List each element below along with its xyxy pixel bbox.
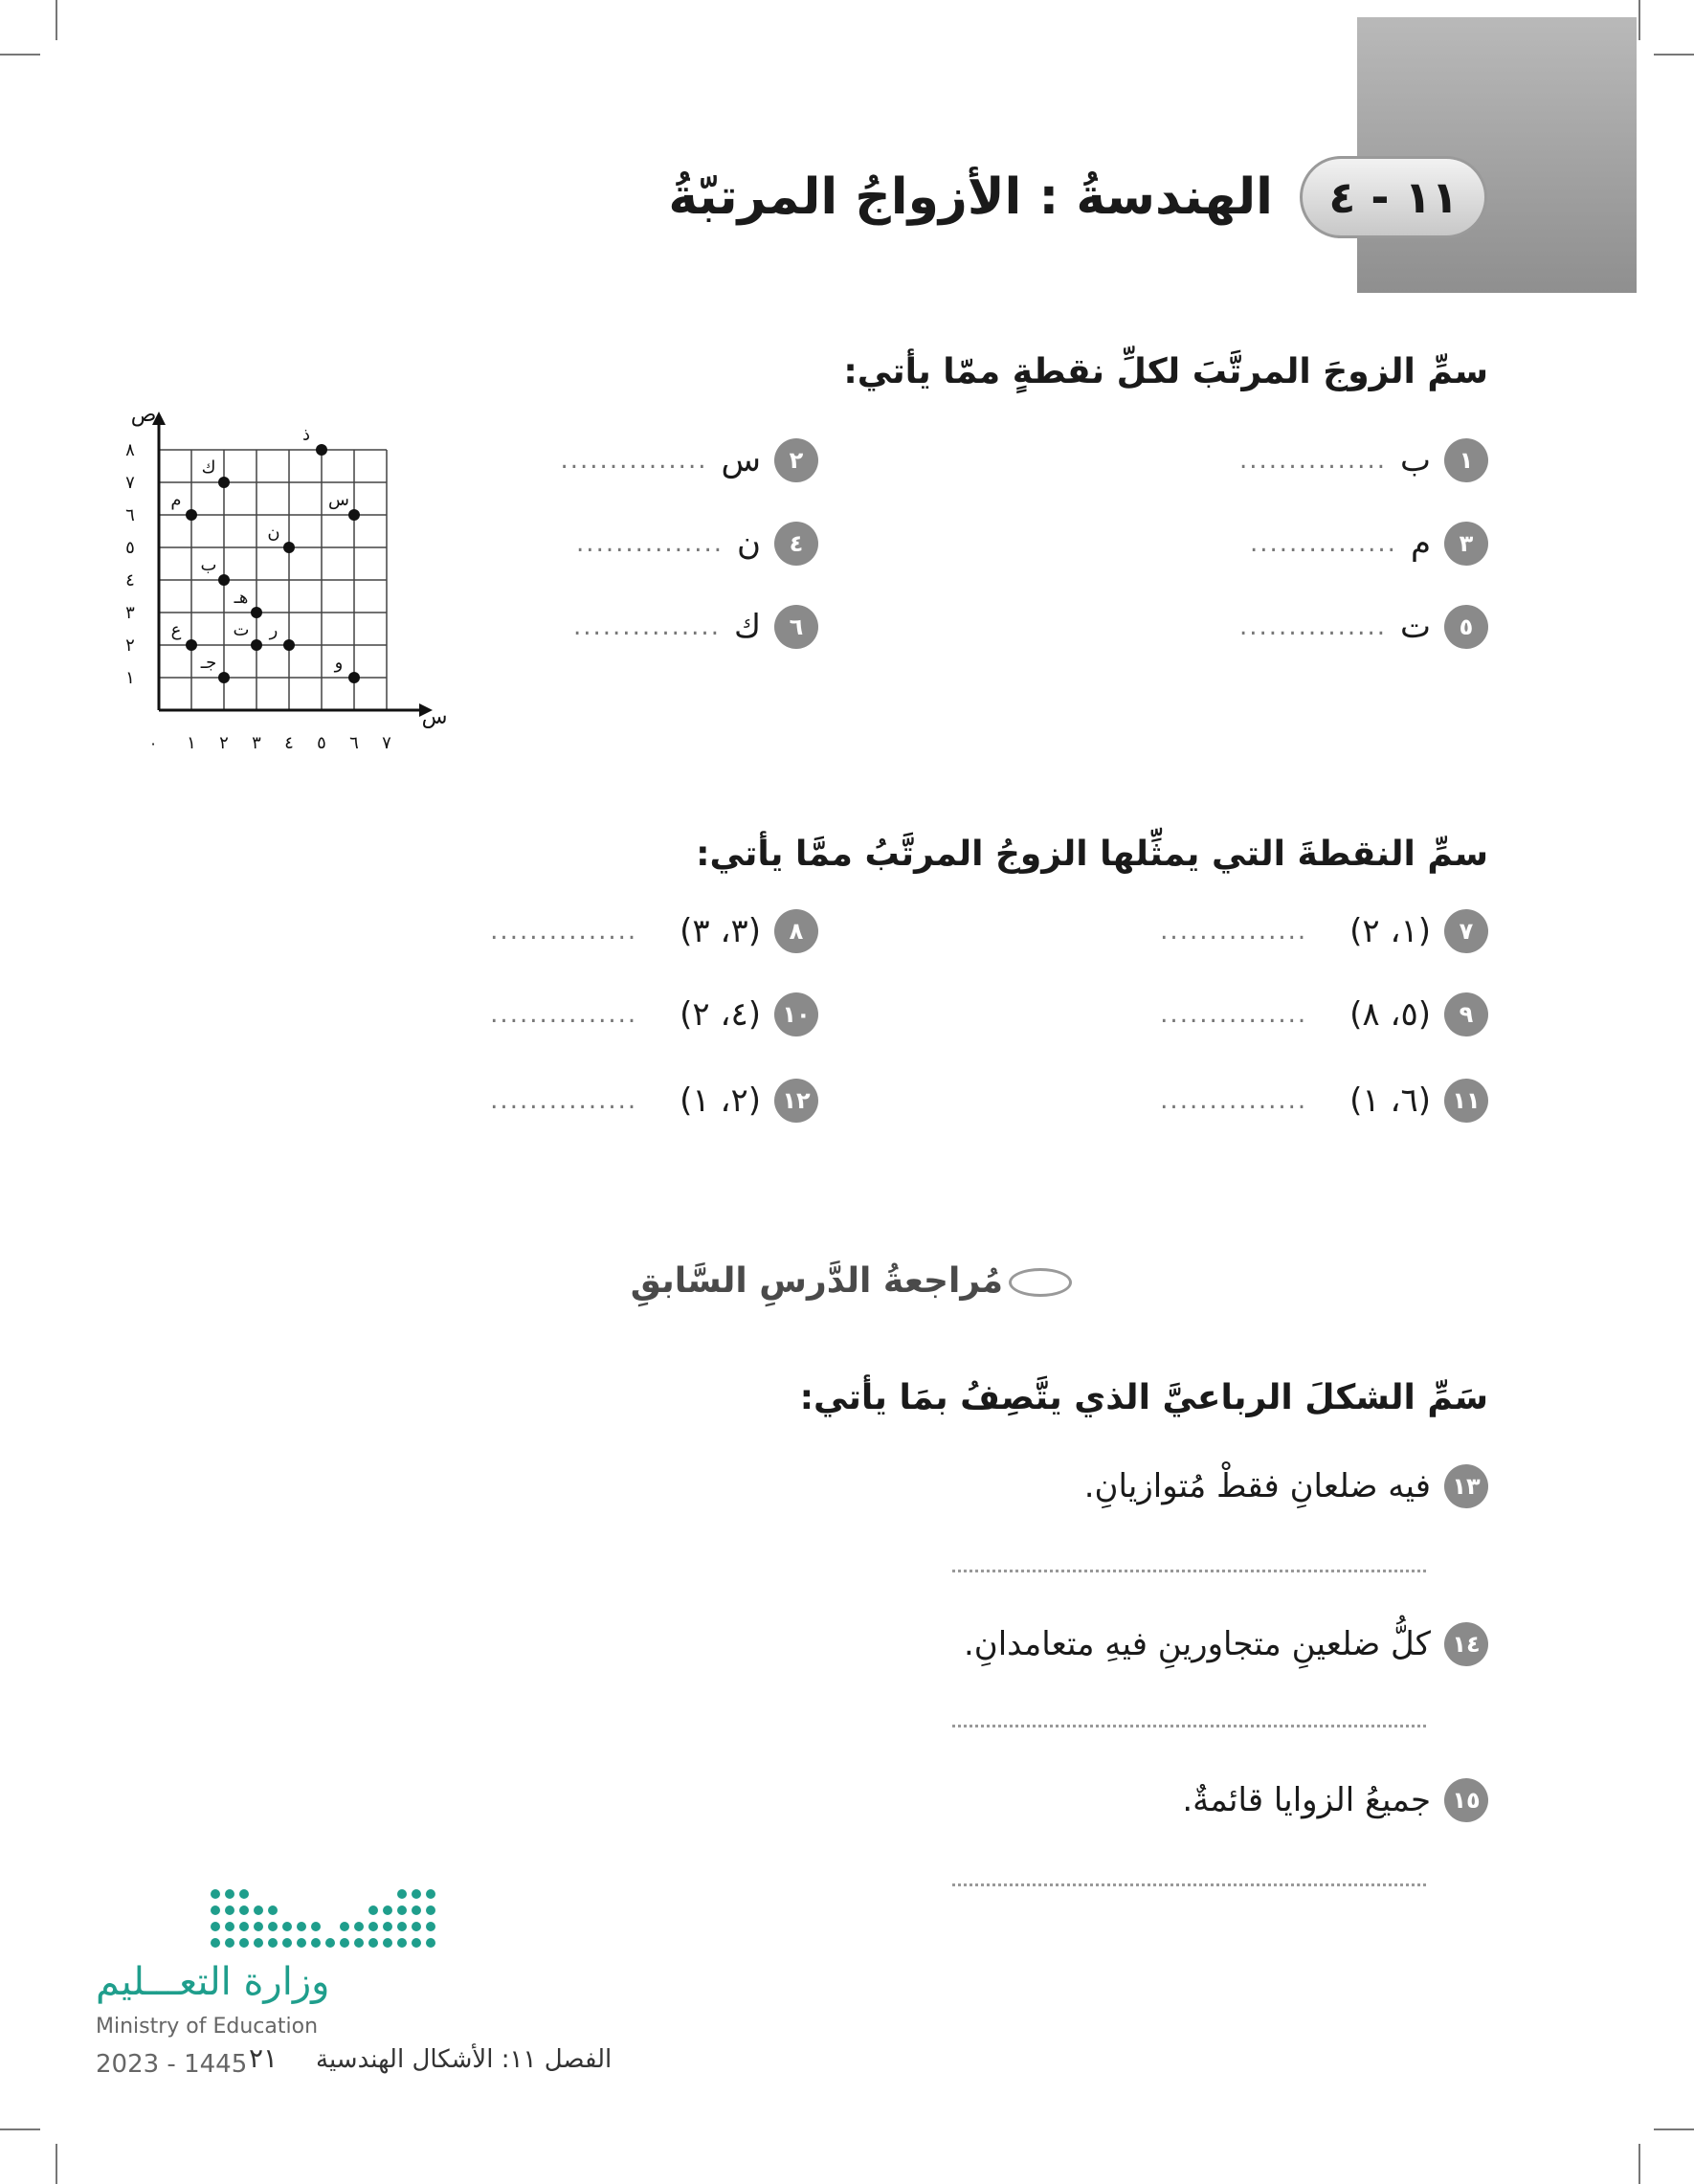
exercise-number: ٣ bbox=[1444, 522, 1488, 566]
exercise-number: ١ bbox=[1444, 438, 1488, 482]
logo-dot bbox=[282, 1938, 292, 1948]
logo-dot bbox=[325, 1938, 335, 1948]
answer-line[interactable] bbox=[952, 1883, 1426, 1886]
crop-mark bbox=[0, 54, 40, 56]
exercise-14 bbox=[964, 1622, 1488, 1666]
exercise-10 bbox=[490, 992, 818, 1036]
ordered-pair: (١، ٢) bbox=[1349, 912, 1431, 950]
point-2-4 bbox=[218, 574, 230, 586]
logo-dot bbox=[340, 1922, 349, 1931]
logo-dot bbox=[268, 1938, 278, 1948]
point-label: جـ bbox=[200, 653, 217, 673]
y-tick-label: ٨ bbox=[125, 440, 135, 460]
exercise-5 bbox=[1239, 605, 1488, 649]
point-label: ب bbox=[200, 555, 217, 575]
point-label: ت bbox=[233, 620, 250, 640]
logo-dot bbox=[368, 1922, 378, 1931]
point-5-8 bbox=[316, 444, 327, 456]
logo-dot bbox=[282, 1922, 292, 1931]
ministry-name-arabic: وزارة التعـــليم bbox=[96, 1960, 330, 2004]
point-4-2 bbox=[283, 639, 295, 651]
y-tick-label: ٧ bbox=[125, 473, 135, 493]
review-heading bbox=[631, 1261, 1072, 1301]
crop-mark bbox=[56, 0, 57, 40]
logo-dot bbox=[426, 1905, 435, 1915]
y-tick-label: ٦ bbox=[125, 505, 135, 525]
answer-blank[interactable]: ............... bbox=[1239, 446, 1387, 475]
exercise-text: فيه ضلعانِ فقطْ مُتوازيانِ. bbox=[1083, 1467, 1431, 1505]
logo-dot bbox=[239, 1905, 249, 1915]
x-tick-label: ١ bbox=[187, 733, 196, 753]
ministry-logo-dots-icon bbox=[206, 1866, 455, 1952]
section1-instruction: سمِّ الزوجَ المرتَّبَ لكلِّ نقطةٍ ممّا يأتي: bbox=[843, 352, 1488, 391]
ordered-pair: (٥، ٨) bbox=[1349, 995, 1431, 1034]
answer-blank[interactable]: ............... bbox=[1249, 529, 1397, 558]
y-tick-label: ٥ bbox=[125, 538, 135, 558]
x-tick-label: ٤ bbox=[284, 733, 294, 753]
point-2-7 bbox=[218, 477, 230, 488]
point-label: هـ bbox=[234, 588, 249, 608]
logo-dot bbox=[383, 1938, 392, 1948]
logo-dot bbox=[211, 1938, 220, 1948]
logo-dot bbox=[254, 1922, 263, 1931]
point-6-1 bbox=[348, 672, 360, 683]
point-2-1 bbox=[218, 672, 230, 683]
logo-dot bbox=[383, 1922, 392, 1931]
logo-dot bbox=[397, 1922, 407, 1931]
point-label: س bbox=[721, 441, 761, 479]
y-tick-label: ٤ bbox=[125, 570, 135, 591]
logo-dot bbox=[397, 1889, 407, 1899]
exercise-number: ١١ bbox=[1444, 1079, 1488, 1123]
exercise-text: كلُّ ضلعينِ متجاورينِ فيهِ متعامدانِ. bbox=[963, 1625, 1431, 1663]
exercise-number: ١٤ bbox=[1444, 1622, 1488, 1666]
exercise-2 bbox=[561, 438, 819, 482]
lesson-title: الهندسةُ : الأزواجُ المرتبّةُ bbox=[668, 168, 1273, 226]
logo-dot bbox=[225, 1889, 234, 1899]
exercise-number: ٤ bbox=[774, 522, 818, 566]
exercise-9 bbox=[1160, 992, 1488, 1036]
ordered-pair: (٢، ١) bbox=[680, 1081, 761, 1120]
point-6-6 bbox=[348, 509, 360, 521]
logo-dot bbox=[211, 1905, 220, 1915]
exercise-13 bbox=[1084, 1464, 1488, 1508]
lesson-number-badge: ١١ - ٤ bbox=[1300, 156, 1487, 238]
answer-blank[interactable]: ............... bbox=[490, 917, 638, 946]
exercise-3 bbox=[1250, 522, 1488, 566]
crop-mark bbox=[0, 2128, 40, 2130]
exercise-number: ٥ bbox=[1444, 605, 1488, 649]
header-background bbox=[1357, 17, 1637, 293]
crop-mark bbox=[1638, 2144, 1640, 2184]
review-swirl-icon bbox=[1009, 1268, 1072, 1297]
point-label: و bbox=[334, 653, 344, 673]
logo-dot bbox=[368, 1905, 378, 1915]
y-tick-label: ٢ bbox=[125, 635, 135, 656]
point-label: ع bbox=[170, 620, 182, 640]
exercise-8 bbox=[490, 909, 818, 953]
logo-dot bbox=[426, 1938, 435, 1948]
answer-blank[interactable]: ............... bbox=[490, 1000, 638, 1029]
logo-dot bbox=[354, 1922, 364, 1931]
point-4-5 bbox=[283, 542, 295, 553]
logo-dot bbox=[340, 1938, 349, 1948]
logo-dot bbox=[311, 1922, 321, 1931]
point-label: ك bbox=[201, 457, 216, 478]
logo-dot bbox=[426, 1889, 435, 1899]
logo-dot bbox=[354, 1938, 364, 1948]
exercise-number: ٩ bbox=[1444, 992, 1488, 1036]
x-tick-label: ٣ bbox=[252, 733, 261, 753]
review-instruction: سَمِّ الشكلَ الرباعيَّ الذي يتَّصِفُ بمَا يأتي: bbox=[799, 1378, 1488, 1417]
exercise-number: ٧ bbox=[1444, 909, 1488, 953]
page-number: ٢١ bbox=[249, 2042, 279, 2074]
point-label: ن bbox=[267, 523, 280, 543]
logo-dot bbox=[268, 1922, 278, 1931]
answer-line[interactable] bbox=[952, 1725, 1426, 1727]
answer-blank[interactable]: ............... bbox=[1160, 917, 1308, 946]
point-1-2 bbox=[186, 639, 197, 651]
point-label: ب bbox=[1399, 441, 1431, 479]
logo-dot bbox=[239, 1922, 249, 1931]
point-label: س bbox=[328, 490, 349, 510]
x-tick-label: ٦ bbox=[349, 733, 359, 753]
exercise-number: ٨ bbox=[774, 909, 818, 953]
point-label: ر bbox=[269, 620, 279, 640]
exercise-number: ٢ bbox=[774, 438, 818, 482]
exercise-1 bbox=[1239, 438, 1488, 482]
point-3-2 bbox=[251, 639, 262, 651]
x-axis-label: س bbox=[421, 705, 448, 729]
ordered-pair: (٣، ٣) bbox=[680, 912, 761, 950]
exercise-12 bbox=[490, 1079, 818, 1123]
answer-blank[interactable]: ............... bbox=[576, 529, 724, 558]
point-label: م bbox=[1410, 524, 1431, 563]
logo-dot bbox=[397, 1905, 407, 1915]
ministry-year: 2023 - 1445 bbox=[96, 2050, 248, 2079]
exercise-7 bbox=[1160, 909, 1488, 953]
answer-blank[interactable]: ............... bbox=[572, 613, 721, 641]
section2-instruction: سمِّ النقطةَ التي يمثِّلها الزوجُ المرتَّبُ ممَّا يأتي: bbox=[696, 835, 1488, 874]
answer-blank[interactable]: ............... bbox=[560, 446, 708, 475]
logo-dot bbox=[225, 1938, 234, 1948]
exercise-number: ١٠ bbox=[774, 992, 818, 1036]
point-label: ن bbox=[737, 524, 761, 563]
ministry-name-english: Ministry of Education bbox=[96, 2015, 319, 2039]
exercise-4 bbox=[576, 522, 818, 566]
logo-dot bbox=[426, 1922, 435, 1931]
ordered-pair: (٤، ٢) bbox=[680, 995, 761, 1034]
logo-dot bbox=[383, 1905, 392, 1915]
exercise-6 bbox=[573, 605, 818, 649]
y-axis-label: ص bbox=[130, 403, 157, 427]
exercise-15 bbox=[1182, 1778, 1488, 1822]
answer-blank[interactable]: ............... bbox=[490, 1086, 638, 1115]
answer-line[interactable] bbox=[952, 1570, 1426, 1572]
logo-dot bbox=[254, 1938, 263, 1948]
logo-dot bbox=[397, 1938, 407, 1948]
logo-dot bbox=[225, 1922, 234, 1931]
exercise-number: ٦ bbox=[774, 605, 818, 649]
point-1-6 bbox=[186, 509, 197, 521]
crop-mark bbox=[1638, 0, 1640, 40]
point-label: ك bbox=[733, 608, 761, 646]
exercise-number: ١٣ bbox=[1444, 1464, 1488, 1508]
review-heading-text: مُراجعةُ الدَّرسِ السَّابقِ bbox=[630, 1261, 1003, 1301]
logo-dot bbox=[412, 1905, 421, 1915]
y-tick-label: ٣ bbox=[125, 603, 135, 623]
footer-chapter: الفصل ١١: الأشكال الهندسية bbox=[316, 2045, 613, 2074]
y-tick-label: ١ bbox=[125, 668, 135, 688]
exercise-11 bbox=[1160, 1079, 1488, 1123]
ordered-pair: (٦، ١) bbox=[1349, 1081, 1431, 1120]
logo-dot bbox=[268, 1905, 278, 1915]
logo-dot bbox=[225, 1905, 234, 1915]
logo-dot bbox=[239, 1938, 249, 1948]
logo-dot bbox=[311, 1938, 321, 1948]
logo-dot bbox=[254, 1905, 263, 1915]
coordinate-grid-chart bbox=[105, 403, 448, 785]
point-label: ذ bbox=[301, 425, 311, 445]
logo-dot bbox=[368, 1938, 378, 1948]
logo-dot bbox=[412, 1922, 421, 1931]
exercise-number: ١٥ bbox=[1444, 1778, 1488, 1822]
logo-dot bbox=[297, 1922, 306, 1931]
crop-mark bbox=[1654, 54, 1694, 56]
exercise-number: ١٢ bbox=[774, 1079, 818, 1123]
origin-label: ٠ bbox=[148, 734, 158, 752]
logo-dot bbox=[211, 1922, 220, 1931]
point-3-3 bbox=[251, 607, 262, 618]
x-tick-label: ٧ bbox=[382, 733, 391, 753]
exercise-text: جميعُ الزوايا قائمةٌ. bbox=[1182, 1781, 1431, 1819]
answer-blank[interactable]: ............... bbox=[1239, 613, 1387, 641]
point-label: ت bbox=[1399, 608, 1431, 646]
logo-dot bbox=[297, 1938, 306, 1948]
logo-dot bbox=[211, 1889, 220, 1899]
x-tick-label: ٥ bbox=[317, 733, 326, 753]
logo-dot bbox=[239, 1889, 249, 1899]
logo-dot bbox=[412, 1889, 421, 1899]
answer-blank[interactable]: ............... bbox=[1160, 1000, 1308, 1029]
x-tick-label: ٢ bbox=[219, 733, 229, 753]
crop-mark bbox=[1654, 2128, 1694, 2130]
answer-blank[interactable]: ............... bbox=[1160, 1086, 1308, 1115]
crop-mark bbox=[56, 2144, 57, 2184]
logo-dot bbox=[412, 1938, 421, 1948]
point-label: م bbox=[170, 490, 182, 510]
